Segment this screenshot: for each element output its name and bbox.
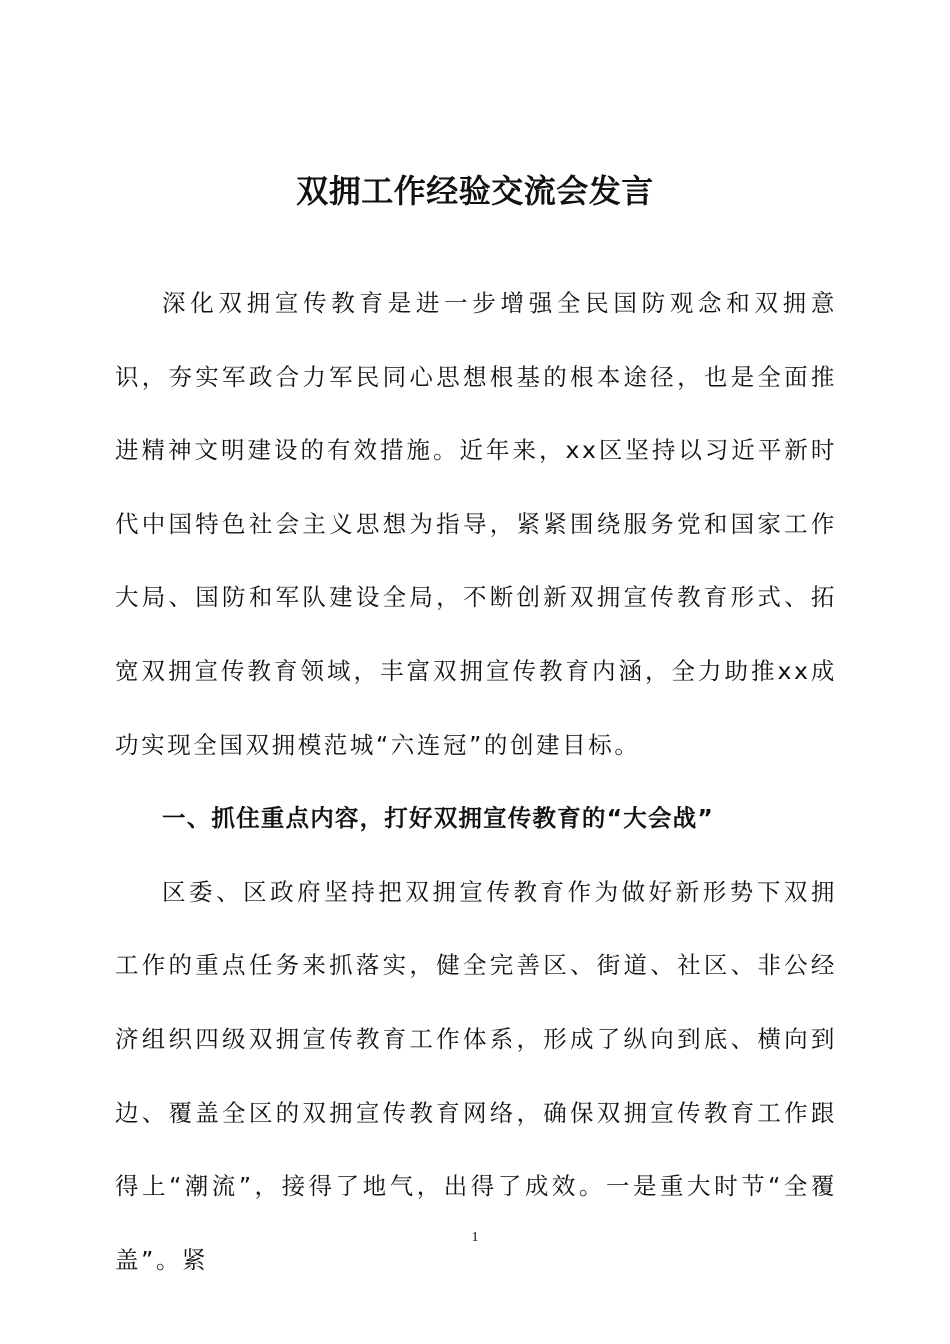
intro-paragraph: 深化双拥宣传教育是进一步增强全民国防观念和双拥意识，夯实军政合力军民同心思想根基的根本途径，也是全面推进精神文明建设的有效措施。近年来，xx区坚持以习近平新时代中国特色社会主义思想为指导，紧紧围绕服务党和国家工作大局、国防和军队建设全局，不断创新双拥宣传教育形式、拓宽双拥宣传教育领域，丰富双拥宣传教育内涵，全力助推xx成功实现全国双拥模范城“六连冠”的创建目标。: [115, 289, 837, 759]
page-number: 1: [471, 1230, 479, 1245]
section-1-paragraph: 区委、区政府坚持把双拥宣传教育作为做好新形势下双拥工作的重点任务来抓落实，健全完善区、街道、社区、非公经济组织四级双拥宣传教育工作体系，形成了纵向到底、横向到边、覆盖全区的双拥宣传教育网络，确保双拥宣传教育工作跟得上“潮流”，接得了地气，出得了成效。一是重大时节“全覆盖”。紧: [115, 877, 837, 1274]
document-body: [115, 267, 837, 1297]
document-title: 双拥工作经验交流会发言: [296, 172, 654, 210]
section-heading-1: 一、抓住重点内容，打好双拥宣传教育的“大会战”: [162, 804, 714, 833]
